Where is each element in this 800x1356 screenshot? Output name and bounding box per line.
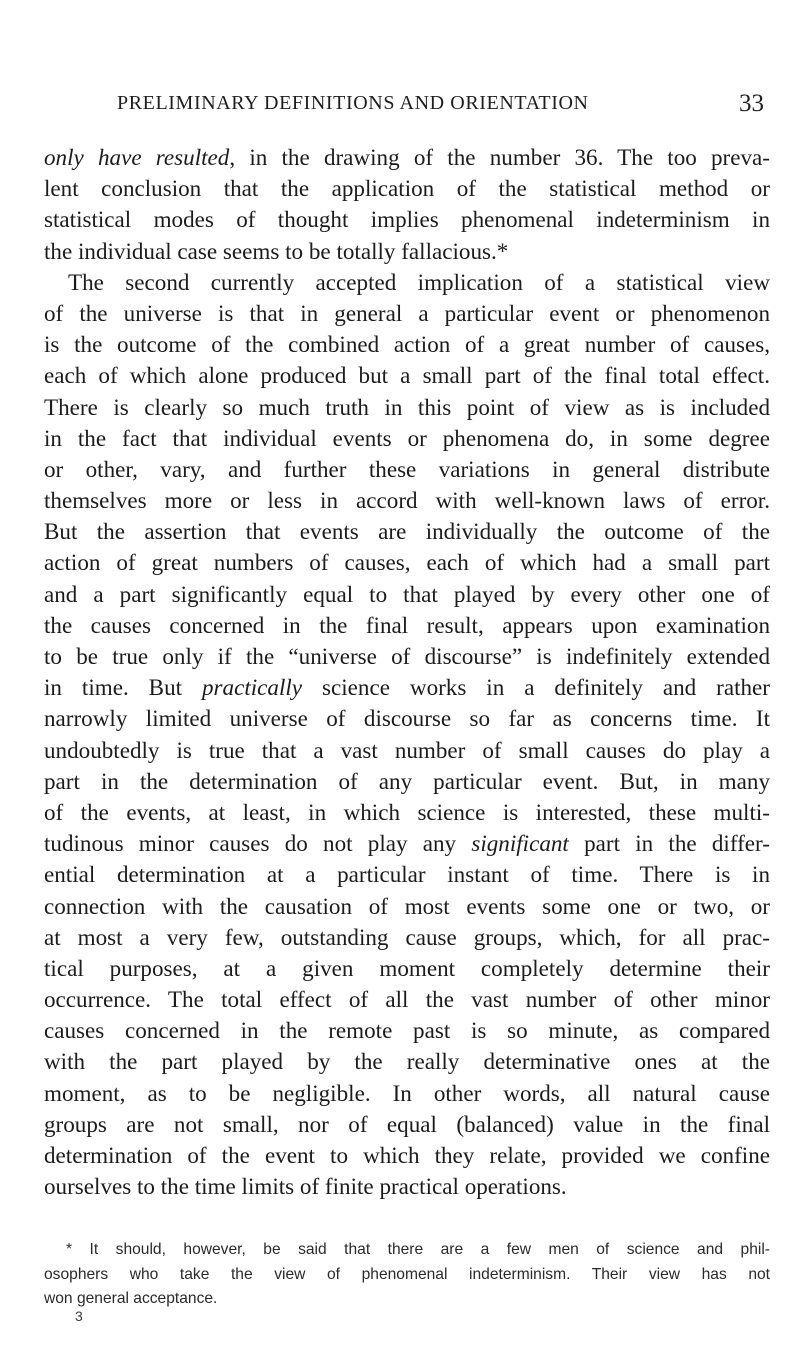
text-line: the individual case seems to be totally fallacious.*: [44, 237, 509, 264]
italic-phrase: practically: [202, 674, 303, 701]
text-line: narrowly limited universe of discourse so far as concerns time. It: [44, 705, 770, 732]
text-line: moment, as to be negligible. In other words, all natural cause: [44, 1079, 770, 1106]
footnote: [44, 1238, 770, 1312]
text-line: ourselves to the time limits of finite practical operations.: [44, 1173, 567, 1200]
text-line: only have resulted, in the drawing of the number 36. The too preva-: [44, 144, 770, 170]
body-text: [44, 142, 770, 1202]
italic-phrase: significant: [471, 830, 569, 857]
text-line: action of great numbers of causes, each of which had a small part: [44, 549, 770, 576]
text-line: of the events, at least, in which science is interested, these multi-: [44, 798, 770, 825]
text-line: occurrence. The total effect of all the vast number of other minor: [44, 986, 770, 1013]
text-line: at most a very few, outstanding cause groups, which, for all prac-: [44, 923, 770, 950]
text-line: part in the determination of any particular event. But, in many: [44, 767, 770, 794]
running-header: [44, 90, 764, 130]
text-line: tudinous minor causes do not play any significant part in the differ-: [44, 830, 770, 857]
text-line: of the universe is that in general a particular event or phenomenon: [44, 299, 770, 326]
text-line: or other, vary, and further these variations in general distribute: [44, 455, 770, 482]
text-line: There is clearly so much truth in this point of view as is included: [44, 393, 770, 420]
footnote-line: * It should, however, be said that there are a few men of science and phil-: [66, 1241, 770, 1258]
text-line: determination of the event to which they relate, provided we confine: [44, 1142, 770, 1168]
text-line: groups are not small, nor of equal (balanced) value in the final: [44, 1110, 770, 1137]
running-head-title: PRELIMINARY DEFINITIONS AND ORIENTATION: [117, 92, 589, 114]
text-line: the causes concerned in the final result, appears upon examination: [44, 611, 770, 638]
text-line: each of which alone produced but a small part of the final total effect.: [44, 362, 770, 389]
text-line: with the part played by the really determinative ones at the: [44, 1048, 770, 1075]
page-number: 33: [739, 90, 764, 117]
text-line: lent conclusion that the application of the statistical method or: [44, 175, 770, 202]
text-line: statistical modes of thought implies phenomenal indeterminism in: [44, 206, 770, 233]
text-line: to be true only if the “universe of discourse” is indefinitely extended: [44, 643, 770, 669]
printer-signature-mark: 3: [75, 1308, 83, 1324]
text-line: is the outcome of the combined action of a great number of causes,: [44, 331, 770, 358]
text-line: ential determination at a particular instant of time. There is in: [44, 861, 770, 888]
text-line: causes concerned in the remote past is so minute, as compared: [44, 1017, 770, 1044]
text-line: But the assertion that events are individually the outcome of the: [44, 518, 770, 545]
footnote-line: osophers who take the view of phenomenal indeterminism. Their view has not: [44, 1265, 770, 1283]
text-line: in time. But practically science works in a definitely and rather: [44, 674, 770, 701]
footnote-line: won general acceptance.: [44, 1290, 218, 1308]
text-line: undoubtedly is true that a vast number of small causes do play a: [44, 736, 770, 763]
paragraph-start-line: The second currently accepted implication of a statistical view: [68, 268, 770, 295]
text-line: in the fact that individual events or phenomena do, in some degree: [44, 424, 770, 451]
text-line: connection with the causation of most events some one or two, or: [44, 892, 770, 919]
text-line: themselves more or less in accord with well-known laws of error.: [44, 487, 770, 514]
text-line: tical purposes, at a given moment completely determine their: [44, 954, 770, 981]
text-line: and a part significantly equal to that played by every other one of: [44, 580, 770, 607]
italic-phrase: only have resulted: [44, 144, 230, 170]
